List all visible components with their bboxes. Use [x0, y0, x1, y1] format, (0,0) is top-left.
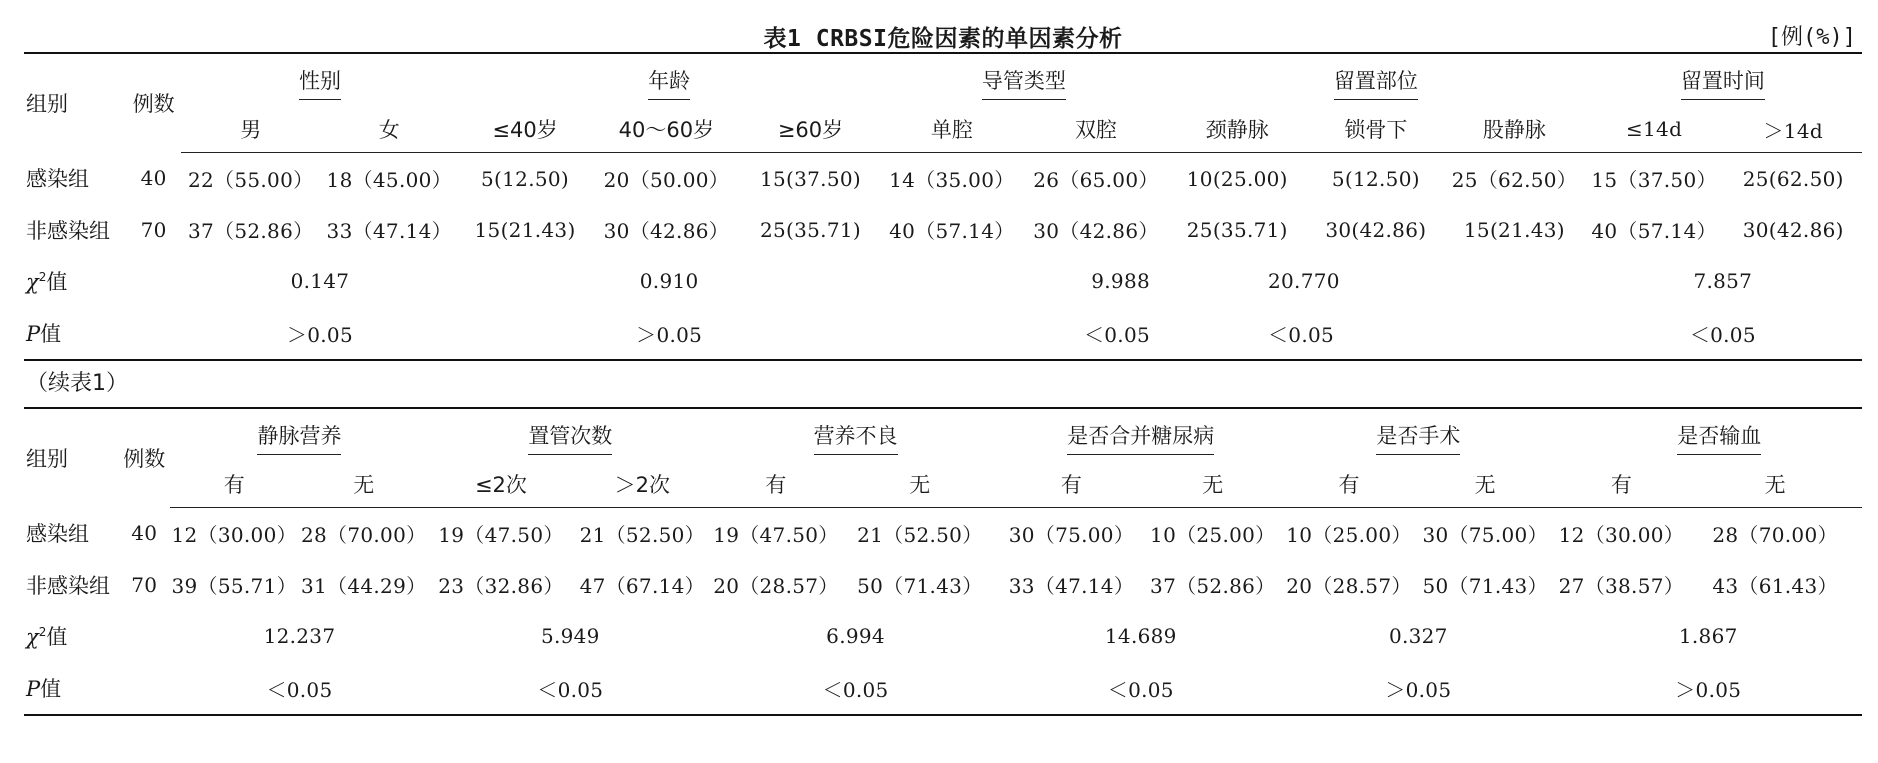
table-row-p-value	[24, 307, 1862, 360]
subgroup-header: 颈静脉	[1168, 106, 1307, 153]
subgroup-header: 无	[1143, 461, 1282, 508]
chi-square-value: 1.867	[1678, 624, 1738, 648]
count-cell: 40	[131, 521, 158, 546]
p-value: ＜0.05	[266, 677, 333, 702]
data-cell: 30(42.86)	[1325, 217, 1427, 242]
table-row-infected	[24, 153, 1862, 205]
group-column-header: 组别	[26, 447, 68, 472]
table-row-noninfected	[24, 559, 1862, 610]
chi-square-value: 0.147	[290, 269, 350, 293]
subgroup-header: 有	[999, 461, 1143, 508]
table-1	[24, 54, 1862, 361]
group-header: 是否输血	[1555, 409, 1862, 461]
chi-square-label: $\chi^2$值	[26, 625, 68, 649]
data-cell: 33（47.14）	[326, 219, 452, 243]
chi-square-value: 0.910	[639, 269, 699, 293]
row-label: 感染组	[26, 167, 89, 192]
subgroup-header: 无	[840, 461, 999, 508]
header-row-groups	[24, 409, 1862, 461]
chi-square-value: 5.949	[540, 624, 600, 648]
p-value: ＞0.05	[1385, 677, 1452, 702]
data-cell: 50（71.43）	[1422, 574, 1548, 598]
table-title: 表1 CRBSI危险因素的单因素分析	[763, 26, 1123, 52]
subgroup-header: ≥60岁	[741, 106, 880, 153]
data-cell: 14（35.00）	[889, 168, 1015, 192]
chi-square-value: 12.237	[263, 624, 336, 648]
group-header: 营养不良	[712, 409, 1000, 461]
table-row-noninfected	[24, 204, 1862, 255]
continuation-label: （续表1）	[26, 371, 128, 396]
subgroup-header: 有	[712, 461, 840, 508]
data-cell: 19（47.50）	[713, 523, 839, 547]
subgroup-header: ＞2次	[573, 461, 712, 508]
p-value: ＞0.05	[636, 322, 703, 347]
data-cell: 40（57.14）	[889, 219, 1015, 243]
data-cell: 12（30.00）	[1558, 523, 1685, 547]
subgroup-header: 无	[1688, 461, 1862, 508]
data-cell: 25(35.71)	[759, 217, 861, 242]
document-page	[24, 18, 1862, 716]
data-cell: 5(12.50)	[1331, 166, 1420, 191]
data-cell: 40（57.14）	[1591, 219, 1717, 243]
chi-square-value: 0.327	[1388, 624, 1448, 648]
data-cell: 37（52.86）	[1150, 574, 1276, 598]
subgroup-header: 女	[320, 106, 459, 153]
data-cell: 25(35.71)	[1186, 217, 1288, 242]
title-bar	[24, 18, 1862, 52]
data-cell: 19（47.50）	[438, 523, 564, 547]
count-column-header: 例数	[132, 92, 175, 117]
subgroup-header: 有	[170, 461, 298, 508]
data-cell: 21（52.50）	[579, 523, 705, 547]
p-value: ＜0.05	[1107, 677, 1174, 702]
group-header: 置管次数	[429, 409, 712, 461]
data-cell: 23（32.86）	[438, 574, 564, 598]
subgroup-header: 40～60岁	[592, 106, 742, 153]
data-cell: 30（75.00）	[1008, 523, 1135, 547]
chi-square-value: 20.770	[1268, 269, 1340, 293]
data-cell: 50（71.43）	[857, 574, 983, 598]
group-header: 是否手术	[1282, 409, 1554, 461]
p-value: ＜0.05	[537, 677, 604, 702]
chi-square-value: 7.857	[1693, 269, 1753, 293]
subgroup-header: ＞14d	[1724, 106, 1862, 153]
subgroup-header: ≤40岁	[459, 106, 592, 153]
header-row-groups	[24, 54, 1862, 106]
data-cell: 20（28.57）	[1286, 574, 1412, 598]
table-row-chi-square	[24, 610, 1862, 662]
data-cell: 21（52.50）	[857, 523, 983, 547]
count-column-header: 例数	[123, 447, 166, 472]
subgroup-header: 锁骨下	[1307, 106, 1446, 153]
group-header: 留置部位	[1168, 54, 1584, 106]
subgroup-header: 无	[298, 461, 429, 508]
p-value: ＜0.05	[1083, 322, 1150, 347]
data-cell: 22（55.00）	[187, 168, 314, 192]
data-cell: 12（30.00）	[171, 523, 297, 547]
data-cell: 47（67.14）	[579, 574, 705, 598]
data-cell: 37（52.86）	[187, 219, 314, 243]
subgroup-header: ≤2次	[429, 461, 573, 508]
data-cell: 15(37.50)	[759, 166, 861, 191]
group-header: 导管类型	[880, 54, 1168, 106]
p-value-label: P值	[26, 677, 62, 701]
subgroup-header: 有	[1282, 461, 1416, 508]
data-cell: 26（65.00）	[1033, 168, 1159, 192]
p-value: ＜0.05	[822, 677, 889, 702]
data-cell: 20（28.57）	[713, 574, 839, 598]
data-cell: 10(25.00)	[1186, 166, 1288, 191]
data-cell: 15(21.43)	[474, 217, 576, 242]
data-cell: 28（70.00）	[1712, 523, 1838, 547]
group-header: 留置时间	[1584, 54, 1862, 106]
row-label: 感染组	[26, 522, 89, 547]
data-cell: 33（47.14）	[1008, 574, 1135, 598]
table-row-infected	[24, 508, 1862, 560]
count-cell: 40	[140, 166, 167, 191]
data-cell: 18（45.00）	[326, 168, 452, 192]
group-header: 性别	[181, 54, 458, 106]
subgroup-header: 有	[1555, 461, 1689, 508]
data-cell: 30(42.86)	[1742, 217, 1844, 242]
subgroup-header: ≤14d	[1584, 106, 1725, 153]
p-value: ＞0.05	[286, 322, 353, 347]
data-cell: 39（55.71）	[171, 574, 297, 598]
data-cell: 27（38.57）	[1558, 574, 1685, 598]
data-cell: 20（50.00）	[603, 168, 730, 192]
chi-square-value: 9.988	[1091, 269, 1150, 293]
data-cell: 30（42.86）	[603, 219, 730, 243]
group-column-header: 组别	[26, 92, 68, 117]
p-value: ＜0.05	[1689, 322, 1756, 347]
data-cell: 31（44.29）	[301, 574, 427, 598]
data-cell: 30（75.00）	[1422, 523, 1548, 547]
data-cell: 25(62.50)	[1742, 166, 1844, 191]
count-cell: 70	[140, 217, 167, 242]
data-cell: 43（61.43）	[1712, 574, 1838, 598]
subgroup-header: 股静脉	[1445, 106, 1584, 153]
p-value-label: P值	[26, 322, 62, 346]
data-cell: 15（37.50）	[1591, 168, 1717, 192]
count-cell: 70	[131, 572, 158, 597]
data-cell: 15(21.43)	[1463, 217, 1565, 242]
p-value: ＞0.05	[1675, 677, 1742, 702]
row-label: 非感染组	[26, 218, 110, 243]
data-cell: 10（25.00）	[1286, 523, 1412, 547]
header-row-subgroups	[24, 106, 1862, 153]
subgroup-header: 双腔	[1024, 106, 1168, 153]
subgroup-header: 单腔	[880, 106, 1024, 153]
row-label: 非感染组	[26, 573, 110, 598]
header-row-subgroups	[24, 461, 1862, 508]
data-cell: 30（42.86）	[1033, 219, 1159, 243]
data-cell: 10（25.00）	[1150, 523, 1276, 547]
subgroup-header: 男	[181, 106, 320, 153]
p-value: ＜0.05	[1268, 322, 1335, 347]
chi-square-label: $\chi^2$值	[26, 270, 68, 294]
table-row-p-value	[24, 662, 1862, 715]
group-header: 静脉营养	[170, 409, 429, 461]
chi-square-value: 14.689	[1104, 624, 1177, 648]
data-cell: 28（70.00）	[301, 523, 427, 547]
unit-label: [例(%)]	[1767, 25, 1856, 50]
table-1-continued	[24, 409, 1862, 716]
data-cell: 25（62.50）	[1451, 168, 1578, 192]
group-header: 是否合并糖尿病	[999, 409, 1282, 461]
data-cell: 5(12.50)	[481, 166, 570, 191]
group-header: 年龄	[459, 54, 880, 106]
table-row-chi-square	[24, 255, 1862, 307]
subgroup-header: 无	[1416, 461, 1555, 508]
chi-square-value: 6.994	[826, 624, 885, 648]
